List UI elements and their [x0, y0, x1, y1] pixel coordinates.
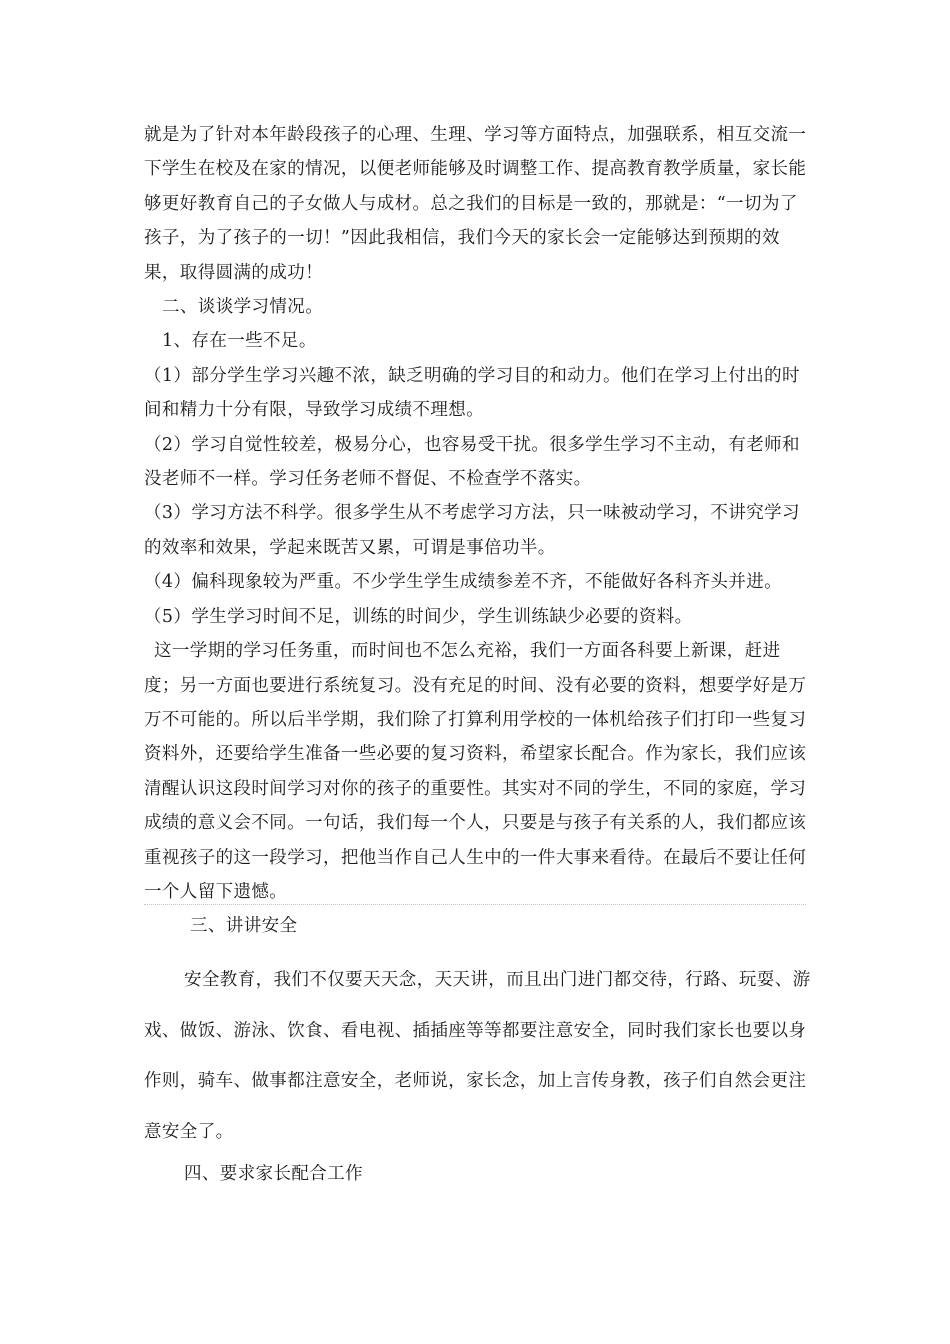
list-item: （5）学生学习时间不足，训练的时间少，学生训练缺少必要的资料。	[144, 606, 693, 627]
safety-paragraph: 安全教育，我们不仅要天天念，天天讲，而且出门进门都交待，行路、玩耍、游戏、做饭、游泳、饮食、看电视、插插座等等都要注意安全，同时我们家长也要以身作则，骑车、做事都注意安全，老师说，家长念，加上言传身教，孩子们自然会更注意安全了。	[144, 970, 811, 1142]
list-item: （1）部分学生学习兴趣不浓，缺乏明确的学习目的和动力。他们在学习上付出的时间和精力十分有限，导致学习成绩不理想。	[144, 365, 800, 421]
section-two-block	[144, 118, 812, 909]
section-divider	[144, 904, 806, 905]
closing-paragraph: 这一学期的学习任务重，而时间也不怎么充裕，我们一方面各科要上新课，赶进度；另一方面也要进行系统复习。没有充足的时间、没有必要的资料，想要学好是万万不可能的。所以后半学期，我们除了打算利用学校的一体机给孩子们打印一些复习资料外，还要给学生准备一些必要的复习资料，希望家长配合。作为家长，我们应该清醒认识这段时间学习对你的孩子的重要性。其实对不同的学生，不同的家庭，学习成绩的意义会不同。一句话，我们每一个人，只要是与孩子有关系的人，我们都应该重视孩子的这一段学习，把他当作自己人生中的一件大事来看待。在最后不要让任何一个人留下遗憾。	[144, 641, 807, 902]
section-heading-safety: 三、讲讲安全	[190, 916, 298, 936]
list-item: （3）学习方法不科学。很多学生从不考虑学习方法，只一味被动学习，不讲究学习的效率和效果，学起来既苦又累，可谓是事倍功半。	[144, 503, 800, 558]
section-heading-parents: 四、要求家长配合工作	[184, 1164, 363, 1184]
list-item: （4）偏科现象较为严重。不少学生学生成绩参差不齐，不能做好各科齐头并进。	[144, 572, 783, 593]
intro-paragraph: 就是为了针对本年龄段孩子的心理、生理、学习等方面特点，加强联系，相互交流一下学生在校及在家的情况，以便老师能够及时调整工作、提高教育教学质量，家长能够更好教育自己的子女做人与成材。总之我们的目标是一致的，那就是：“一切为了孩子，为了孩子的一切！”因此我相信，我们今天的家长会一定能够达到预期的效果，取得圆满的成功！	[144, 125, 807, 283]
list-item: （2）学习自觉性较差，极易分心，也容易受干扰。很多学生学习不主动，有老师和没老师不一样。学习任务老师不督促、不检查学不落实。	[144, 434, 800, 490]
subheading-shortcomings: 1、存在一些不足。	[162, 331, 317, 352]
section-heading-learning: 二、谈谈学习情况。	[162, 297, 324, 318]
